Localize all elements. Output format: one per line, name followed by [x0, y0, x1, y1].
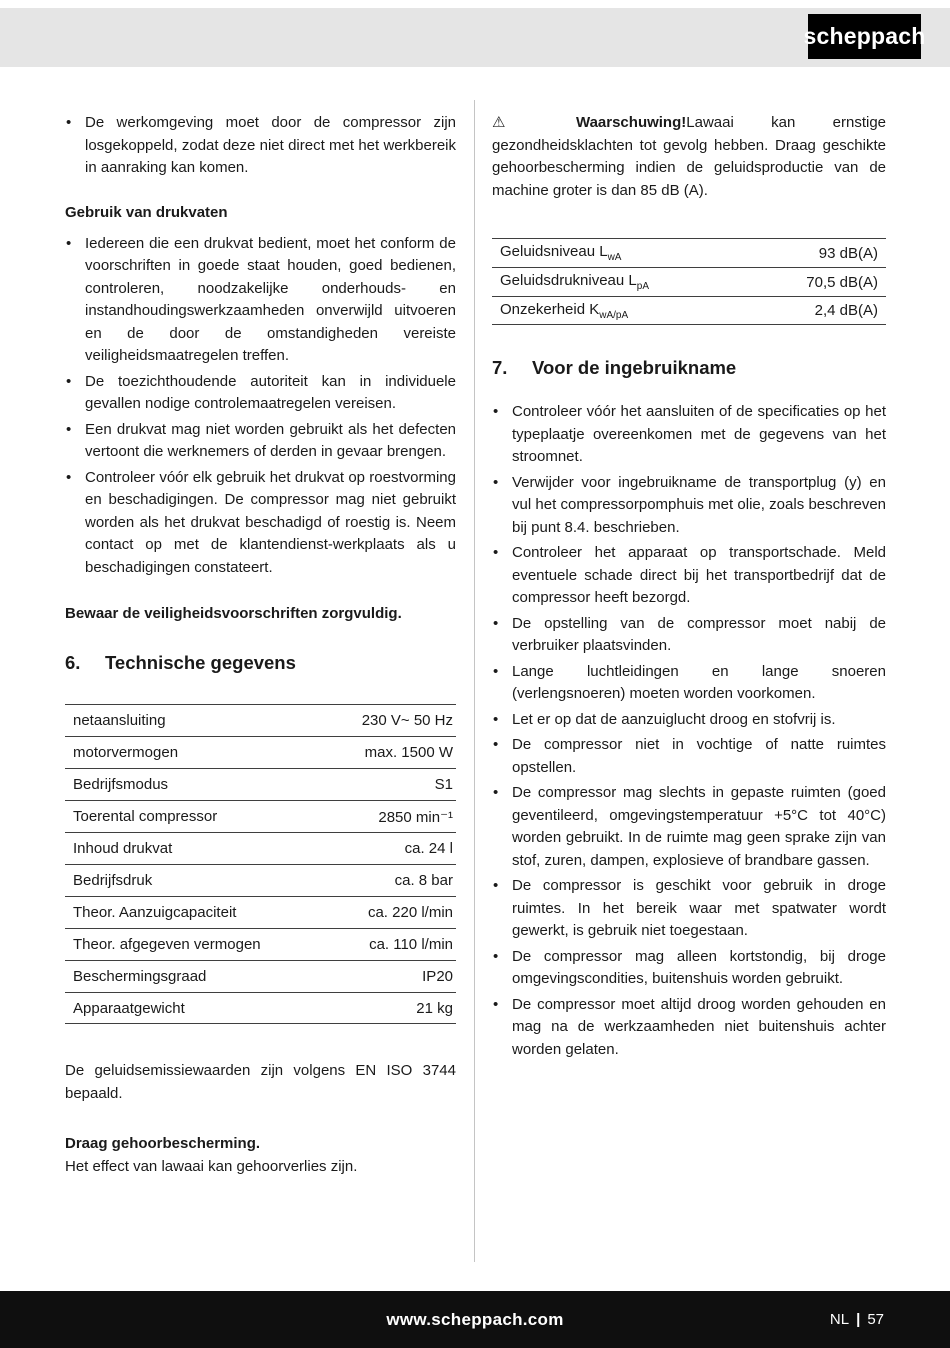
section-6-heading	[65, 652, 456, 674]
spec-label: netaansluiting	[73, 712, 166, 729]
technical-data-table	[65, 704, 456, 1024]
spec-label: Theor. Aanzuigcapaciteit	[73, 904, 237, 921]
bullet-item	[492, 709, 886, 732]
bullet-text: Controleer het apparaat op transportschade. Meld eventuele schade direct bij het transportbedrijf dat de compressor heeft bezorgd.	[512, 544, 886, 606]
spec-table-row	[65, 736, 456, 768]
bullet-item	[65, 371, 456, 416]
page-content	[65, 100, 886, 1270]
pressure-vessels-bullet-list	[65, 233, 456, 580]
spec-table-row	[65, 704, 456, 736]
spec-value: ca. 24 l	[404, 840, 453, 857]
section-number: 7.	[492, 357, 508, 378]
spec-value: ca. 220 l/min	[367, 904, 453, 921]
spec-value: S1	[434, 776, 453, 793]
spec-value: max. 1500 W	[364, 744, 453, 761]
bullet-item	[492, 613, 886, 658]
spec-label: Apparaatgewicht	[73, 999, 185, 1017]
hearing-protection-note	[65, 1133, 456, 1178]
pressure-vessels-heading: Gebruik van drukvaten	[65, 203, 228, 221]
bullet-text: De compressor mag slechts in gepaste ruimten (goed geventileerd, omgevingstemperatuur +5°C tot 40°C) worden gebruikt. In de ruimte mag geen sprake zijn van stof, zuren, dampen, explosieve of brandbare gassen.	[512, 784, 886, 869]
spec-label: Beschermingsgraad	[73, 968, 207, 985]
spec-table-row	[65, 992, 456, 1024]
spec-table-row	[65, 896, 456, 928]
keep-safety-instructions-note: Bewaar de veiligheidsvoorschriften zorgvuldig.	[65, 605, 402, 622]
noise-table-row	[492, 267, 886, 296]
spec-label: Toerental compressor	[73, 808, 218, 825]
scheppach-logo-text: scheppach	[803, 23, 926, 49]
footer-website: www.scheppach.com	[386, 1309, 564, 1329]
bullet-item	[65, 233, 456, 368]
bullet-text: Lange luchtleidingen en lange snoeren (verlengsnoeren) moeten worden voorkomen.	[512, 662, 886, 702]
bullet-item	[65, 467, 456, 580]
work-area-bullet-list	[65, 112, 456, 180]
column-divider	[474, 100, 475, 1262]
bullet-item	[492, 661, 886, 706]
footer-language: NL	[829, 1311, 850, 1328]
bullet-item	[492, 472, 886, 540]
noise-label	[492, 301, 628, 321]
bullet-text: Verwijder voor ingebruikname de transportplug (y) en vul het compressorpomphuis met olie, zoals beschreven bij punt 8.4. beschrieben.	[512, 473, 886, 536]
warning-body-text: Lawaai kan ernstige gezondheidsklachten tot gevolg hebben. Draag geschikte gehoorbescherming indien de geluidsproductie van de machine groter is dan 85 dB (A).	[492, 114, 887, 199]
section-title: Voor de ingebruikname	[532, 357, 737, 378]
noise-table-row	[492, 296, 886, 325]
bullet-text: De compressor niet in vochtige of natte ruimtes opstellen.	[512, 736, 886, 776]
noise-label-text: Onzekerheid K	[500, 300, 600, 318]
emission-standard-note: De geluidsemissiewaarden zijn volgens EN ISO 3744 bepaald.	[65, 1062, 456, 1102]
spec-table-row	[65, 800, 456, 832]
footer-page-indicator	[830, 1311, 884, 1328]
bullet-item	[492, 946, 886, 991]
bullet-text: De opstelling van de compressor moet nabij de verbruiker plaatsvinden.	[512, 614, 886, 654]
footer-page-number: 57	[867, 1311, 884, 1328]
noise-warning-paragraph	[492, 112, 886, 202]
right-column	[492, 100, 886, 1270]
bullet-item	[492, 542, 886, 610]
hearing-protection-bold: Draag gehoorbescherming.	[65, 1135, 261, 1152]
noise-table-row	[492, 238, 886, 267]
bullet-item	[492, 994, 886, 1062]
noise-value: 2,4 dB(A)	[814, 302, 878, 319]
bullet-text: De werkomgeving moet door de compressor zijn losgekoppeld, zodat deze niet direct met het werkbereik in aanraking kan komen.	[85, 114, 456, 176]
spec-table-row	[65, 768, 456, 800]
noise-value: 70,5 dB(A)	[806, 273, 878, 291]
bullet-text: De compressor is geschikt voor gebruik in droge ruimtes. In het bereik waar met spatwater wordt gewerkt, is gebruik niet toegestaan.	[512, 877, 886, 939]
bullet-text: Controleer vóór elk gebruik het drukvat op roestvorming en beschadigingen. De compressor mag niet gebruikt worden als het drukvat beschadigd of roestig is. Neem contact op met de klantendienst-werkplaats als u beschadigingen constateert.	[85, 468, 456, 576]
spec-value: IP20	[422, 968, 453, 985]
spec-label: Theor. afgegeven vermogen	[73, 936, 261, 953]
section-title: Technische gegevens	[105, 652, 296, 673]
bullet-item	[65, 112, 456, 180]
bullet-item	[492, 875, 886, 943]
spec-table-row	[65, 928, 456, 960]
spec-value: 2850 min⁻¹	[378, 808, 453, 826]
scheppach-logo	[803, 14, 926, 59]
bullet-text: De compressor moet altijd droog worden gehouden en mag na de werkzaamheden niet buitenshuis achter worden gelaten.	[512, 995, 886, 1058]
bullet-text: Let er op dat de aanzuiglucht droog en stofvrij is.	[512, 710, 836, 728]
footer-bar	[0, 1291, 950, 1348]
section-number: 6.	[65, 652, 81, 673]
left-column	[65, 100, 456, 1270]
bullet-text: Iedereen die een drukvat bedient, moet het conform de voorschriften in goede staat houden, goed bedienen, controleren, noodzakelijke onderhouds- en instandhoudingswerkzaamheden onverwijld uitvoeren en de door de omstandigheden vereiste veiligheidsmaatregelen treffen.	[85, 234, 456, 364]
bullet-item	[492, 782, 886, 872]
warning-bold-text: Waarschuwing!	[575, 114, 687, 131]
spec-value: 21 kg	[416, 999, 453, 1017]
bullet-text: De compressor mag alleen kortstondig, bij droge omgevingscondities, buitenshuis worden gebruikt.	[512, 947, 886, 987]
section-7-heading	[492, 357, 886, 379]
spec-table-row	[65, 960, 456, 992]
hearing-protection-text: Het effect van lawaai kan gehoorverlies zijn.	[65, 1157, 358, 1175]
spec-value: 230 V~ 50 Hz	[361, 712, 453, 729]
noise-label-text: Geluidsniveau L	[500, 243, 608, 260]
noise-levels-table	[492, 238, 886, 325]
spec-label: Bedrijfsdruk	[73, 872, 153, 889]
spec-table-row	[65, 864, 456, 896]
footer-separator: |	[856, 1311, 861, 1328]
spec-table-row	[65, 832, 456, 864]
bullet-text: De toezichthoudende autoriteit kan in individuele gevallen nodige controlemaatregelen vereisen.	[85, 372, 456, 412]
noise-label	[492, 243, 621, 263]
bullet-item	[492, 401, 886, 469]
warning-icon: ⚠	[492, 114, 539, 131]
header-bar	[0, 8, 950, 67]
bullet-item	[65, 419, 456, 464]
spec-label: Inhoud drukvat	[73, 840, 173, 857]
noise-label-text: Geluidsdrukniveau L	[500, 272, 637, 289]
noise-label-subscript: wA/pA	[599, 309, 629, 321]
spec-value: ca. 110 l/min	[369, 936, 453, 953]
noise-label	[492, 272, 649, 292]
noise-label-subscript: wA	[607, 252, 622, 263]
spec-value: ca. 8 bar	[394, 872, 453, 889]
noise-value: 93 dB(A)	[818, 244, 878, 262]
bullet-text: Controleer vóór het aansluiten of de specificaties op het typeplaatje overeenkomen met de gegevens van het stroomnet.	[512, 403, 886, 465]
bullet-item	[492, 734, 886, 779]
spec-label: Bedrijfsmodus	[73, 776, 169, 793]
commissioning-bullet-list	[492, 401, 886, 1061]
bullet-text: Een drukvat mag niet worden gebruikt als het defecten vertoont die werknemers of derden in gevaar brengen.	[85, 420, 456, 460]
noise-label-subscript: pA	[636, 281, 649, 292]
spec-label: motorvermogen	[73, 744, 179, 761]
